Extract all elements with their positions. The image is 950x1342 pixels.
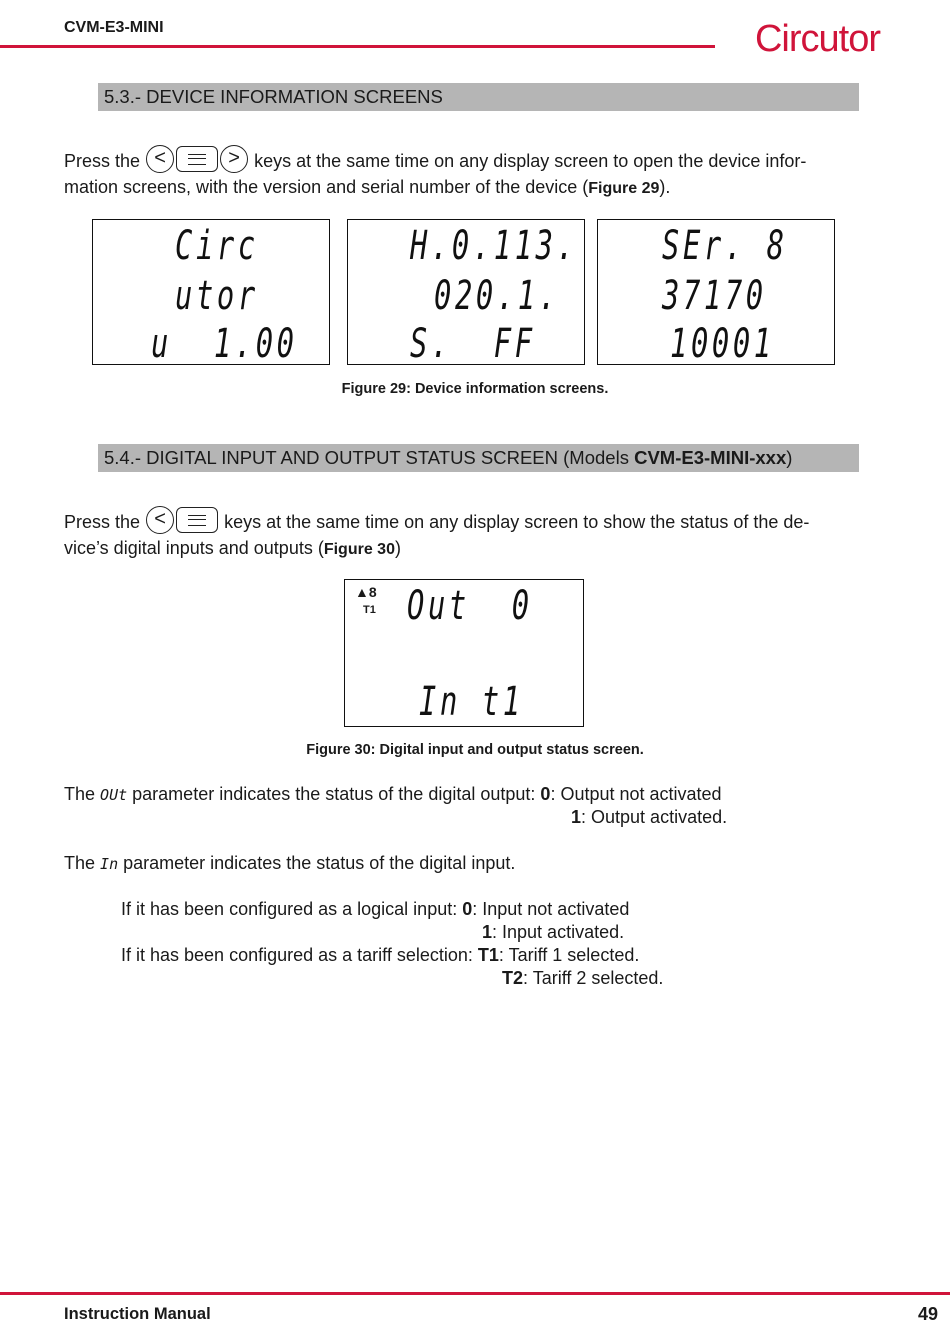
left-key-icon (146, 506, 174, 534)
key-glyph: < (154, 147, 166, 169)
text: If it has been configured as a logical input: (121, 899, 458, 919)
para-text: ) (394, 538, 401, 558)
left-key-icon (146, 145, 174, 173)
tariff-label: T1 (363, 604, 376, 616)
text: parameter indicates the status of the digital output: (132, 784, 536, 804)
segment-out-label: OUt (100, 786, 128, 804)
para-text: keys at the same time on any display screen to open the device infor- (254, 150, 807, 171)
value: 0 (462, 899, 473, 919)
menu-key-icon (176, 507, 218, 533)
output-explanation (64, 783, 864, 807)
lcd-line-output: Out 0 (407, 583, 533, 629)
section-heading-5-4 (98, 444, 859, 472)
text: The (64, 853, 96, 873)
lcd-line: 020.1. (434, 273, 560, 319)
lcd-line: 10001 (670, 321, 775, 367)
logo-text: Circutor (754, 18, 880, 60)
right-key-icon (220, 145, 248, 173)
para-text: ). (659, 177, 671, 197)
value: 1 (571, 807, 582, 827)
lcd-line-input: In t1 (419, 679, 524, 725)
menu-key-icon (176, 146, 218, 172)
text: : Input not activated (472, 899, 630, 919)
figure-reference: Figure 30 (323, 541, 395, 558)
key-glyph: < (154, 508, 166, 530)
footer-rule (0, 1292, 950, 1295)
value: T2 (502, 968, 524, 988)
paragraph-device-info (64, 148, 864, 200)
text: The (64, 784, 96, 804)
logical-input-line2 (482, 921, 624, 944)
lcd-screen-model (92, 219, 330, 365)
tariff-line2 (502, 967, 663, 990)
value: 0 (540, 784, 551, 804)
heading-model: CVM-E3-MINI-xxx (634, 447, 787, 468)
text: : Tariff 2 selected. (523, 968, 664, 988)
paragraph-io-status (64, 509, 864, 561)
text: : Output not activated (550, 784, 722, 804)
lcd-screen-serial (597, 219, 835, 365)
input-indicator-icon: ▲8 (355, 584, 377, 600)
lcd-line: u 1.00 (151, 321, 298, 367)
tariff-line (121, 944, 639, 967)
heading-text: 5.4.- DIGITAL INPUT AND OUTPUT STATUS SCREEN (Models (104, 447, 635, 468)
lcd-screen-version (347, 219, 585, 365)
para-text: mation screens, with the version and serial number of the device ( (64, 177, 589, 197)
header-rule (0, 45, 715, 48)
figure-29-caption: Figure 29: Device information screens. (341, 381, 609, 397)
footer-title: Instruction Manual (64, 1305, 211, 1323)
text: If it has been configured as a tariff selection: (121, 945, 473, 965)
page-number: 49 (917, 1304, 938, 1324)
input-explanation (64, 852, 864, 876)
para-text: keys at the same time on any display screen to show the status of the de- (224, 511, 810, 532)
text: : Output activated. (581, 807, 728, 827)
para-text: Press the (64, 150, 141, 171)
lcd-line: 37170 (662, 273, 767, 319)
heading-text: ) (786, 447, 793, 468)
logical-input-line (121, 898, 629, 921)
para-text: Press the (64, 511, 141, 532)
lcd-screen-io-status (344, 579, 584, 727)
output-explanation-line2 (571, 806, 727, 829)
text: : Tariff 1 selected. (498, 945, 640, 965)
lcd-line: utor (175, 273, 259, 319)
value: 1 (482, 922, 493, 942)
lcd-line: H.0.113. (410, 223, 578, 269)
lcd-line: Circ (175, 223, 259, 269)
key-glyph: > (228, 147, 240, 169)
document-title: CVM-E3-MINI (64, 19, 164, 36)
circutor-logo (755, 18, 880, 61)
figure-reference: Figure 29 (588, 180, 660, 197)
segment-in-label: In (100, 855, 119, 873)
figure-30-caption: Figure 30: Digital input and output status screen. (306, 742, 644, 758)
lcd-line: S. FF (410, 321, 536, 367)
section-heading-5-3: 5.3.- DEVICE INFORMATION SCREENS (98, 83, 859, 111)
value: T1 (477, 945, 499, 965)
text: parameter indicates the status of the digital input. (123, 853, 516, 873)
lcd-line: SEr. 8 (662, 223, 788, 269)
text: : Input activated. (492, 922, 625, 942)
para-text: vice’s digital inputs and outputs ( (64, 538, 324, 558)
